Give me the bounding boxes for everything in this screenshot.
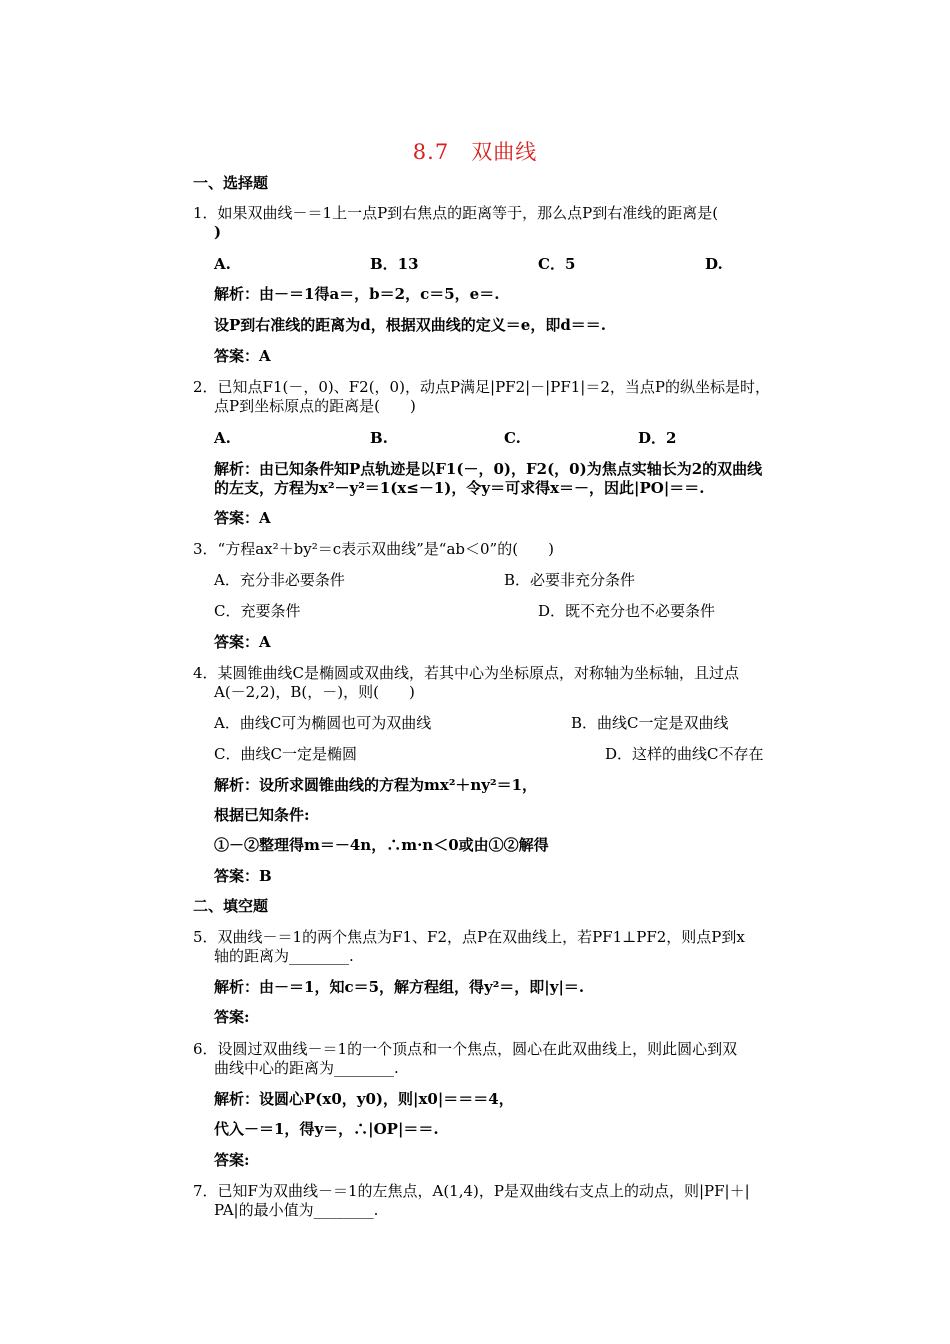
q4-solution-1: 解析：设所求圆锥曲线的方程为mx²＋ny²＝1， xyxy=(214,776,538,794)
q3-option-a: A．充分非必要条件 xyxy=(214,571,345,589)
q1-option-d: D. xyxy=(705,255,723,273)
question-1-text-cont: ) xyxy=(214,223,222,241)
q4-option-a: A．曲线C可为椭圆也可为双曲线 xyxy=(214,714,432,732)
question-6-text: 6．设圆过双曲线－＝1的一个顶点和一个焦点，圆心在此双曲线上，则此圆心到双 xyxy=(193,1040,738,1058)
q4-option-b: B．曲线C一定是双曲线 xyxy=(571,714,729,732)
q3-option-c: C．充要条件 xyxy=(214,602,301,620)
section-heading-choice: 一、选择题 xyxy=(193,174,269,192)
question-7-text: 7．已知F为双曲线－＝1的左焦点，A(1,4)，P是双曲线右支点上的动点，则|PF|＋| xyxy=(193,1182,750,1200)
q2-option-a: A. xyxy=(214,429,231,447)
question-1-text: 1．如果双曲线－＝1上一点P到右焦点的距离等于，那么点P到右准线的距离是( xyxy=(193,204,719,222)
q2-solution-2: 的左支，方程为x²－y²＝1(x≤－1)，令y＝可求得x＝－，因此|PO|＝＝. xyxy=(214,479,705,497)
question-4-text: 4．某圆锥曲线C是椭圆或双曲线，若其中心为坐标原点，对称轴为坐标轴，且过点 xyxy=(193,664,740,682)
q4-solution-2: 根据已知条件: xyxy=(214,806,310,824)
q2-option-b: B. xyxy=(370,429,388,447)
q4-answer: 答案：B xyxy=(214,867,272,885)
q1-solution-2: 设P到右准线的距离为d，根据双曲线的定义＝e，即d＝＝. xyxy=(214,316,607,334)
q1-option-a: A. xyxy=(214,255,231,273)
page-title: 8.7 双曲线 xyxy=(412,140,538,164)
q6-solution-2: 代入－＝1，得y＝，∴|OP|＝＝. xyxy=(214,1120,439,1138)
q3-answer: 答案：A xyxy=(214,633,271,651)
question-2-text-cont: 点P到坐标原点的距离是( ) xyxy=(214,397,416,415)
section-heading-fill: 二、填空题 xyxy=(193,897,269,915)
q6-solution-1: 解析：设圆心P(x0，y0)，则|x0|＝＝＝4， xyxy=(214,1090,514,1108)
q1-answer: 答案：A xyxy=(214,347,271,365)
question-5-text: 5．双曲线－＝1的两个焦点为F1、F2，点P在双曲线上，若PF1⊥PF2，则点P到x xyxy=(193,928,745,946)
question-4-text-cont: A(－2,2)，B(，－)，则( ) xyxy=(214,683,415,701)
q1-solution-1: 解析：由－＝1得a＝，b＝2，c＝5，e＝. xyxy=(214,285,500,303)
q4-option-d: D．这样的曲线C不存在 xyxy=(605,745,764,763)
q2-answer: 答案：A xyxy=(214,509,271,527)
question-7-text-cont: PA|的最小值为________. xyxy=(214,1201,379,1219)
question-5-text-cont: 轴的距离为________. xyxy=(214,947,354,965)
q3-option-b: B．必要非充分条件 xyxy=(504,571,636,589)
q1-option-c: C．5 xyxy=(538,255,576,273)
q3-option-d: D．既不充分也不必要条件 xyxy=(538,602,716,620)
q2-solution-1: 解析：由已知条件知P点轨迹是以F1(－，0)，F2(，0)为焦点实轴长为2的双曲线 xyxy=(214,460,763,478)
question-6-text-cont: 曲线中心的距离为________. xyxy=(214,1059,399,1077)
q2-option-c: C. xyxy=(504,429,521,447)
question-3-text: 3．“方程ax²＋by²＝c表示双曲线”是“ab＜0”的( ) xyxy=(193,540,554,558)
question-2-text: 2．已知点F1(－，0)、F2(，0)，动点P满足|PF2|－|PF1|＝2，当点P的纵坐标是时， xyxy=(193,378,770,396)
q4-option-c: C．曲线C一定是椭圆 xyxy=(214,745,357,763)
q2-option-d: D．2 xyxy=(638,429,677,447)
q4-solution-3: ①－②整理得m＝－4n，∴m·n＜0或由①②解得 xyxy=(214,836,549,854)
q5-solution-1: 解析：由－＝1，知c＝5，解方程组，得y²＝，即|y|＝. xyxy=(214,978,585,996)
q6-answer: 答案: xyxy=(214,1151,250,1169)
q1-option-b: B．13 xyxy=(370,255,419,273)
q5-answer: 答案: xyxy=(214,1008,250,1026)
